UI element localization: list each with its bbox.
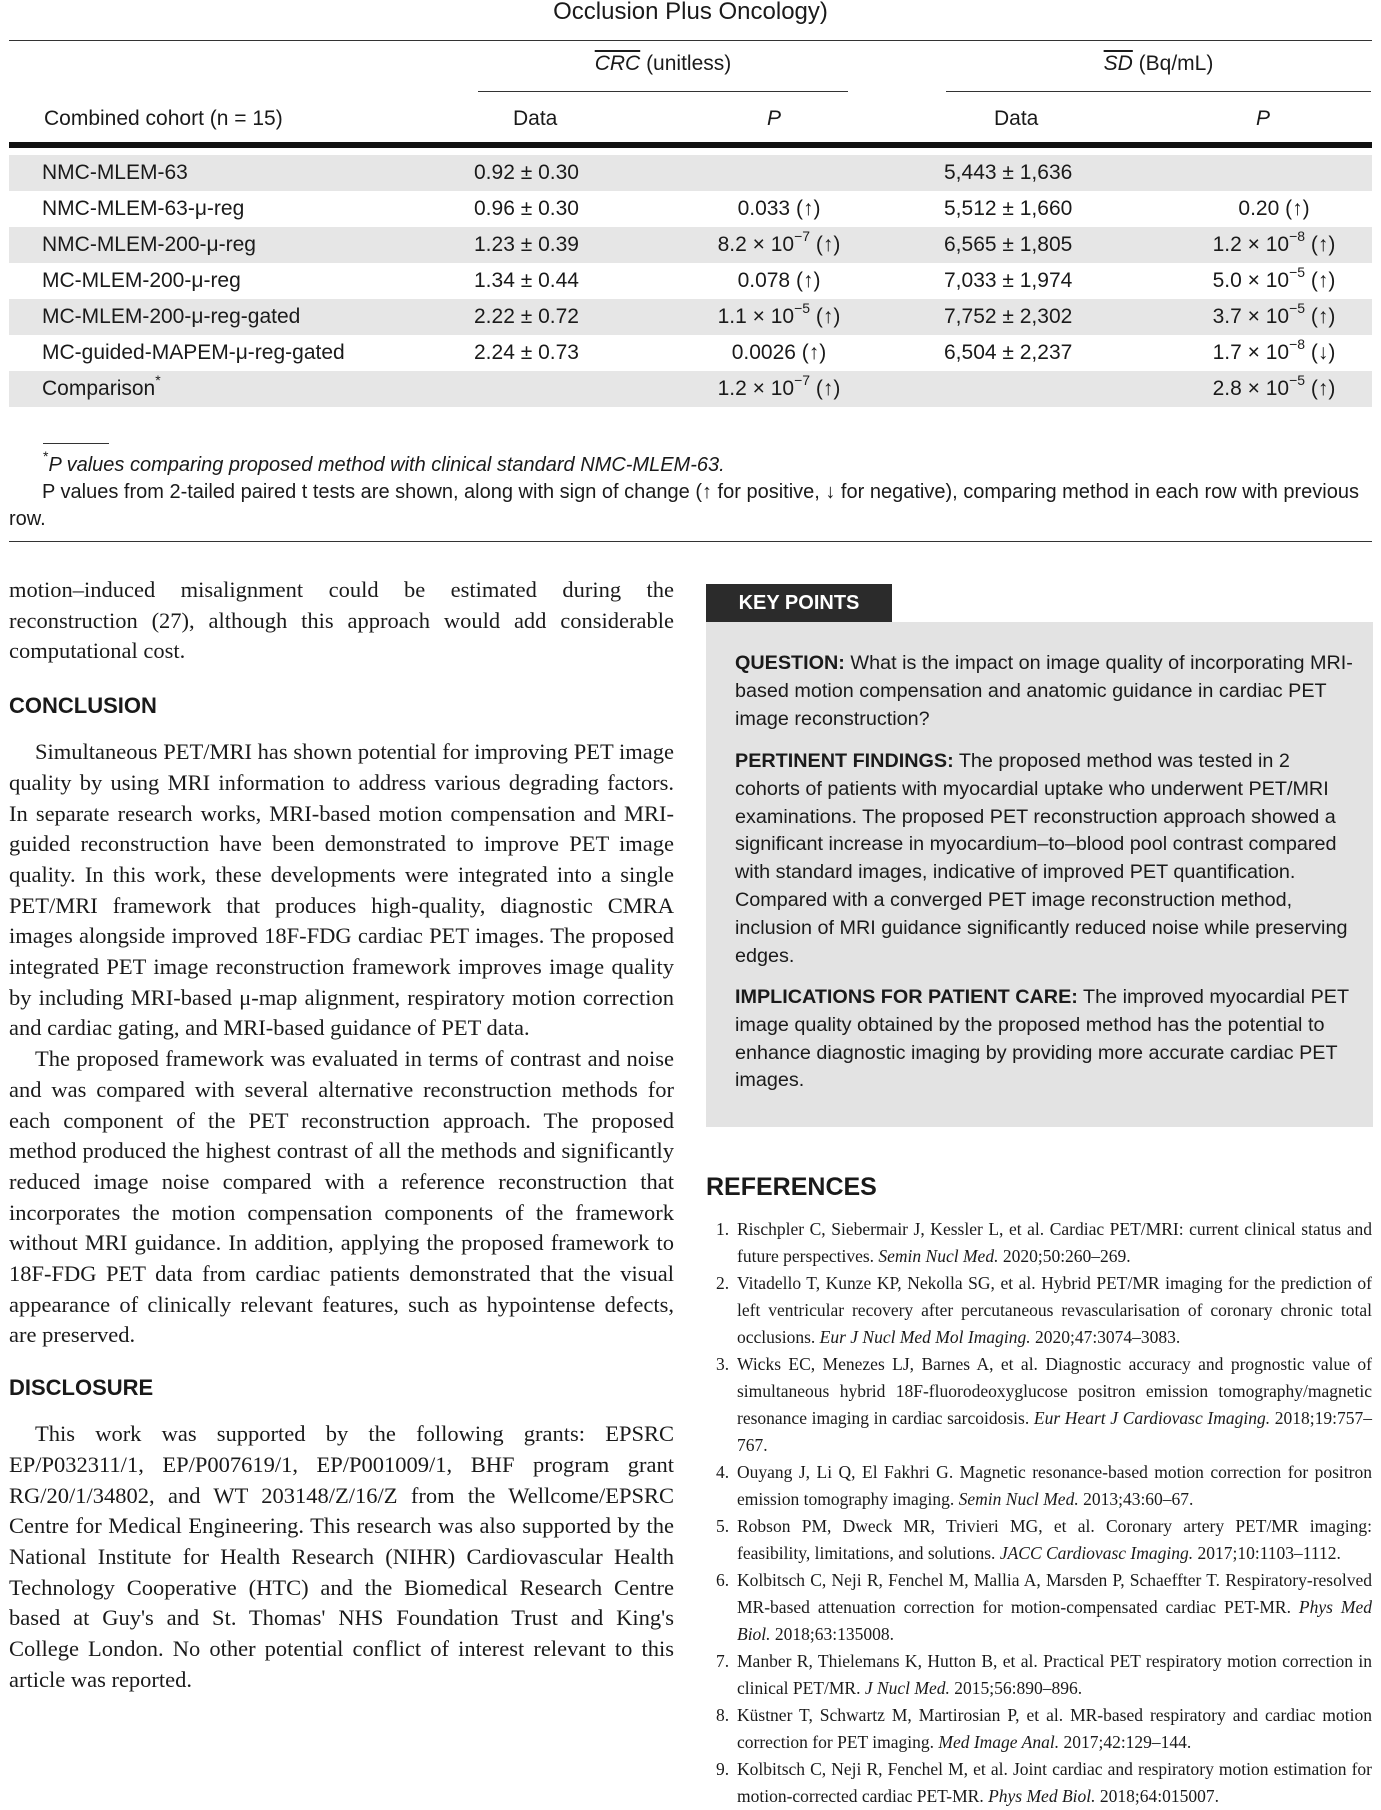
disclosure-paragraph: This work was supported by the following grants: EPSRC EP/P032311/1, EP/P007619/1, EP/P001009/1, BHF program grant RG/20/1/34802, and WT 203148/Z/16/Z from the Wellcome/EPSRC Centre for Medical Engineering. This research was also supported by the National Institute for Health Research (NIHR) Cardiovascular Health Technology Cooperative (HTC) and the Biomedical Research Centre based at Guy's and St. Thomas' NHS Foundation Trust and King's College London. No other potential conflict of interest relevant to this article was reported. [9,1421,674,1692]
table-row [9,227,1372,263]
conclusion-paragraph-2: The proposed framework was evaluated in terms of contrast and noise and was compared with several alternative reconstruction methods for each component of the PET reconstruction approach. The proposed method produced the highest contrast of all the methods and significantly reduced image noise compared with a reference reconstruction that incorporates the motion compensation components of the framework without MRI guidance. In addition, applying the proposed framework to 18F-FDG PET data from cardiac patients demonstrated that the visual appearance of clinically relevant features, such as hypointense defects, are preserved. [9,1046,674,1348]
reference-item: 1. Rischpler C, Siebermair J, Kessler L, et al. Cardiac PET/MRI: current clinical status and future perspectives. Semin Nucl Med. 2020;50:260–269. [716,1219,1372,1266]
row-method: MC-MLEM-200-μ-reg [42,269,241,292]
table-row [9,191,1372,227]
row-crc: 0.96 ± 0.30 [474,197,579,220]
row-sd-p: $2.8 \times 10^{-5}$ (↑) [1212,372,1336,400]
row-crc-p: 0.0026 (↑) [731,341,827,364]
crc-group-header [478,50,848,78]
row-crc-p: $1.2 \times 10^{-7}$ (↑) [717,372,841,400]
conclusion-paragraph-1: Simultaneous PET/MRI has shown potential for improving PET image quality by using MRI information to address various degrading factors. In separate research works, MRI-based motion compensation and MRI-guided reconstruction have been demonstrated to improve PET image quality. In this work, these developments were integrated into a single PET/MRI framework that produces high-quality, diagnostic CMRA images alongside improved 18F-FDG cardiac PET images. The proposed integrated PET image reconstruction framework improves image quality by including MRI-based μ-map alignment, respiratory motion correction and cardiac gating, and MRI-based guidance of PET data. [9,739,674,1041]
row-crc: 0.92 ± 0.30 [474,161,579,184]
row-method: NMC-MLEM-63-μ-reg [42,197,245,220]
row-sd-p: $3.7 \times 10^{-5}$ (↑) [1212,300,1336,328]
reference-item: 6. Kolbitsch C, Neji R, Fenchel M, Mallia A, Marsden P, Schaeffter T. Respiratory-resolved MR-based attenuation correction for motion-compensated cardiac PET-MR. Phys Med Biol. 2018;63:135008. [716,1570,1372,1644]
row-method: NMC-MLEM-200-μ-reg [42,233,256,256]
row-crc: 1.34 ± 0.44 [474,269,579,292]
crc-label: $\overline{CRC}$ [594,52,641,75]
row-sd: 7,752 ± 2,302 [944,305,1073,328]
crc-group-rule [478,91,848,92]
sd-group-header [946,50,1371,78]
sd-label: $\overline{SD}$ [1103,52,1133,75]
reference-item: 3. Wicks EC, Menezes LJ, Barnes A, et al. Diagnostic accuracy and prognostic value of simultaneous hybrid 18F-fluorodeoxyglucose positron emission tomography/magnetic resonance imaging in cardiac sarcoidosis. Eur Heart J Cardiovasc Imaging. 2018;19:757–767. [716,1354,1373,1455]
row-crc-p: 0.033 (↑) [737,197,821,220]
reference-item: 8. Küstner T, Schwartz M, Martirosian P, et al. MR-based respiratory and cardiac motion correction for PET imaging. Med Image Anal. 2017;42:129–144. [716,1705,1372,1752]
left-column [9,575,674,1696]
row-crc-p: $8.2 \times 10^{-7}$ (↑) [717,228,841,256]
row-sd: 6,565 ± 1,805 [944,233,1073,256]
key-point-findings: PERTINENT FINDINGS: The proposed method was tested in 2 cohorts of patients with myocardial uptake who underwent PET/MRI examinations. The proposed PET reconstruction approach showed a significant increase in myocardium–to–blood pool contrast compared with standard images, indicative of improved PET quantification. Compared with a converged PET image reconstruction method, inclusion of MRI guidance significantly reduced noise while preserving edges. [735,750,1348,967]
reference-item: 4. Ouyang J, Li Q, El Fakhri G. Magnetic resonance-based motion correction for positron emission tomography imaging. Semin Nucl Med. 2013;43:60–67. [716,1462,1372,1509]
row-crc: 2.24 ± 0.73 [474,341,579,364]
table-row [9,263,1372,299]
row-sd: 7,033 ± 1,974 [944,269,1073,292]
table-body [9,155,1372,407]
crc-data-header: Data [513,107,558,130]
reference-item: 2. Vitadello T, Kunze KP, Nekolla SG, et al. Hybrid PET/MR imaging for the prediction of left ventricular recovery after percutaneous revascularisation of coronary chronic total occlusions. Eur J Nucl Med Mol Imaging. 2020;47:3074–3083. [716,1273,1372,1347]
crc-unit: (unitless) [646,52,732,75]
reference-item: 7. Manber R, Thielemans K, Hutton B, et al. Practical PET respiratory motion correction in clinical PET/MR. J Nucl Med. 2015;56:890–896. [716,1651,1372,1698]
row-sd: 6,504 ± 2,237 [944,341,1073,364]
sd-p-header: P [1256,107,1271,130]
key-point-question: QUESTION: What is the impact on image quality of incorporating MRI-based motion compensation and anatomic guidance in cardiac PET image reconstruction? [735,652,1353,730]
references-heading: REFERENCES [706,1173,877,1201]
table-footnote-2: P values from 2-tailed paired t tests are shown, along with sign of change (↑ for positive, ↓ for negative), comparing method in each row with previous row. [9,481,1359,530]
row-method: Comparison* [42,372,161,400]
table-header-rule [9,142,1372,148]
row-method: NMC-MLEM-63 [42,161,188,184]
row-crc-p: $1.1 \times 10^{-5}$ (↑) [717,300,841,328]
table-top-rule [9,40,1372,41]
row-crc-p: 0.078 (↑) [737,269,821,292]
sd-data-header: Data [994,107,1039,130]
key-point-implications: IMPLICATIONS FOR PATIENT CARE: The improved myocardial PET image quality obtained by the proposed method has the potential to enhance diagnostic imaging by providing more accurate cardiac PET images. [735,986,1349,1092]
row-sd-p: $1.2 \times 10^{-8}$ (↑) [1212,228,1336,256]
row-crc: 1.23 ± 0.39 [474,233,579,256]
row-method: MC-MLEM-200-μ-reg-gated [42,305,301,328]
reference-item: 9. Kolbitsch C, Neji R, Fenchel M, et al. Joint cardiac and respiratory motion estimation for motion-corrected cardiac PET-MR. Phys Med Biol. 2018;64:015007. [716,1759,1372,1806]
row-crc: 2.22 ± 0.72 [474,305,579,328]
row-sd: 5,512 ± 1,660 [944,197,1073,220]
table-row [9,371,1372,407]
references-list [706,1216,1372,1810]
sd-unit: (Bq/mL) [1138,52,1214,75]
cohort-header: Combined cohort (n = 15) [44,107,283,130]
reference-item: 5. Robson PM, Dweck MR, Trivieri MG, et al. Coronary artery PET/MR imaging: feasibility, limitations, and solutions. JACC Cardiovasc Imaging. 2017;10:1103–1112. [716,1516,1372,1563]
table-row [9,155,1372,191]
sd-group-rule [946,91,1371,92]
disclosure-heading: DISCLOSURE [9,1375,154,1401]
table-footnote-1: *P values comparing proposed method with clinical standard NMC-MLEM-63. [43,448,725,476]
row-sd-p: 0.20 (↑) [1238,197,1310,220]
row-sd: 5,443 ± 1,636 [944,161,1073,184]
row-sd-p: $1.7 \times 10^{-8}$ (↓) [1212,336,1336,364]
footnote-rule [43,443,109,444]
intro-paragraph: motion–induced misalignment could be estimated during the reconstruction (27), although this approach would add considerable computational cost. [9,577,674,664]
conclusion-heading: CONCLUSION [9,693,157,719]
crc-p-header: P [767,107,782,130]
table-row [9,335,1372,371]
table-bottom-rule [9,541,1372,542]
row-method: MC-guided-MAPEM-μ-reg-gated [42,341,345,364]
row-sd-p: $5.0 \times 10^{-5}$ (↑) [1212,264,1336,292]
table-row [9,299,1372,335]
table-title: Occlusion Plus Oncology) [553,0,828,25]
key-points-label: KEY POINTS [706,584,892,622]
